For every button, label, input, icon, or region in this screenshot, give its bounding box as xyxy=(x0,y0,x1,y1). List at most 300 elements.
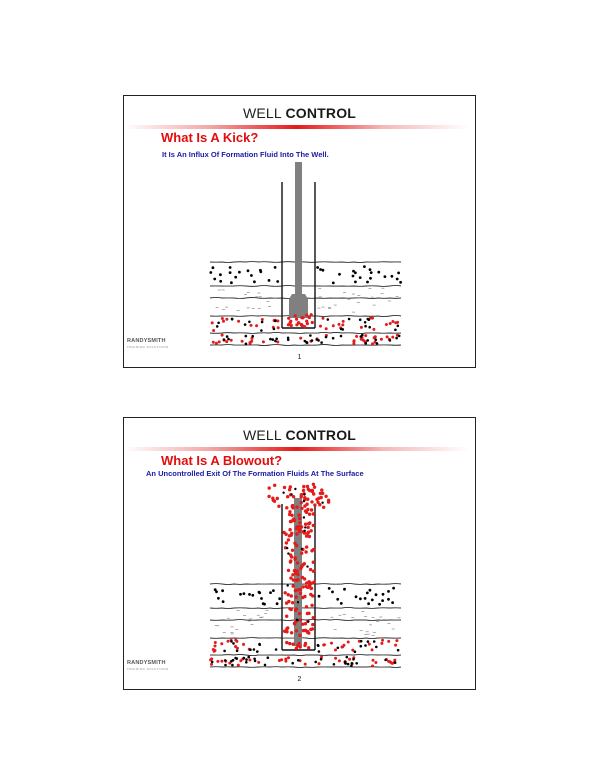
blowout-fluid-dot xyxy=(299,592,302,595)
kick-influx-dot xyxy=(294,314,297,317)
rock-grain xyxy=(347,663,350,666)
blowout-fluid-dot xyxy=(294,595,297,598)
blowout-fluid-dot xyxy=(288,607,291,610)
rock-grain xyxy=(243,657,246,660)
blowout-fluid-dot xyxy=(310,529,313,532)
blowout-fluid-dot xyxy=(285,641,288,644)
blowout-plume-dot xyxy=(267,495,270,498)
formation-fluid-dot xyxy=(395,639,398,642)
rock-grain xyxy=(318,595,321,598)
drill-collar xyxy=(289,294,308,318)
blowout-fluid-dot xyxy=(300,552,303,555)
rock-grain xyxy=(338,273,341,276)
formation-fluid-dot xyxy=(241,340,244,343)
rock-grain xyxy=(229,266,232,269)
rock-grain xyxy=(322,269,325,272)
formation-fluid-dot xyxy=(242,643,245,646)
rock-grain xyxy=(384,275,387,278)
formation-fluid-dot xyxy=(371,342,374,345)
blowout-plume-dot xyxy=(291,504,294,507)
header-bold: CONTROL xyxy=(285,427,357,443)
rock-grain xyxy=(276,602,279,605)
blowout-plume-dot xyxy=(283,486,286,489)
formation-fluid-dot xyxy=(372,328,375,331)
rock-grain xyxy=(274,340,277,343)
rock-grain xyxy=(392,587,395,590)
blowout-fluid-dot xyxy=(290,555,293,558)
formation-fluid-dot xyxy=(221,334,224,337)
page-number: 1 xyxy=(297,354,302,361)
rock-grain xyxy=(212,266,215,269)
rock-grain xyxy=(267,656,270,659)
blowout-fluid-dot xyxy=(310,604,313,607)
formation-fluid-dot xyxy=(237,320,240,323)
rock-grain xyxy=(359,597,362,600)
formation-fluid-dot xyxy=(372,659,375,662)
blowout-fluid-dot xyxy=(291,549,294,552)
rock-grain xyxy=(232,659,235,662)
blowout-fluid-dot xyxy=(296,569,299,572)
rock-grain xyxy=(355,595,358,598)
formation-fluid-dot xyxy=(222,320,225,323)
rock-grain xyxy=(375,646,378,649)
formation-fluid-dot xyxy=(371,648,374,651)
blowout-fluid-dot xyxy=(284,591,287,594)
rock-grain xyxy=(359,276,362,279)
blowout-fluid-dot xyxy=(295,527,298,530)
blowout-fluid-dot xyxy=(295,579,298,582)
rock-grain xyxy=(369,589,372,592)
rock-grain xyxy=(336,598,339,601)
formation-fluid-dot xyxy=(396,321,399,324)
logo-main-text: RANDYSMITH xyxy=(127,338,166,344)
formation-fluid-dot xyxy=(216,660,219,663)
rock-grain xyxy=(243,592,246,595)
kick-influx-dot xyxy=(305,314,308,317)
rock-grain xyxy=(211,661,214,664)
rock-grain xyxy=(350,664,353,667)
rock-grain xyxy=(230,640,233,643)
formation-fluid-dot xyxy=(250,324,253,327)
kick-diagram xyxy=(124,96,476,368)
formation-fluid-dot xyxy=(210,657,213,660)
blowout-plume-dot xyxy=(306,508,309,511)
rock-grain xyxy=(397,272,400,275)
blowout-fluid-dot xyxy=(287,600,290,603)
blowout-plume-dot xyxy=(306,498,309,501)
rock-grain xyxy=(231,664,234,667)
blowout-fluid-dot xyxy=(309,593,312,596)
blowout-plume-dot xyxy=(302,489,305,492)
blowout-fluid-dot xyxy=(309,568,312,571)
blowout-fluid-dot xyxy=(307,526,310,529)
formation-fluid-dot xyxy=(330,642,333,645)
rock-grain xyxy=(275,648,278,651)
formation-fluid-dot xyxy=(230,339,233,342)
rock-grain xyxy=(354,650,357,653)
formation-fluid-dot xyxy=(299,337,302,340)
rock-grain xyxy=(239,593,242,596)
formation-fluid-dot xyxy=(227,640,230,643)
rock-grain xyxy=(327,318,330,321)
formation-fluid-dot xyxy=(347,641,350,644)
formation-fluid-dot xyxy=(355,335,358,338)
formation-fluid-dot xyxy=(341,645,344,648)
blowout-fluid-dot xyxy=(296,588,299,591)
rock-grain xyxy=(272,338,275,341)
blowout-plume-dot xyxy=(276,497,279,500)
rock-grain xyxy=(223,338,226,341)
formation-fluid-dot xyxy=(220,660,223,663)
blowout-plume-dot xyxy=(312,483,315,486)
blowout-fluid-dot xyxy=(290,532,293,535)
kick-influx-dot xyxy=(290,324,293,327)
blowout-fluid-dot xyxy=(296,561,299,564)
rock-grain xyxy=(247,656,250,659)
blowout-fluid-dot xyxy=(308,513,311,516)
rock-grain xyxy=(275,338,278,341)
rock-grain xyxy=(315,338,318,341)
formation-fluid-dot xyxy=(389,322,392,325)
rock-grain xyxy=(371,599,374,602)
rock-grain xyxy=(282,492,284,494)
rock-grain xyxy=(260,329,263,332)
rock-grain xyxy=(217,597,220,600)
rock-grain xyxy=(223,650,226,653)
blowout-fluid-dot xyxy=(312,561,315,564)
blowout-plume-dot xyxy=(310,508,313,511)
blowout-plume-dot xyxy=(327,500,330,503)
rock-grain xyxy=(333,663,336,666)
formation-fluid-dot xyxy=(250,340,253,343)
kick-influx-dot xyxy=(306,322,309,325)
rock-grain xyxy=(387,590,390,593)
blowout-fluid-dot xyxy=(310,582,313,585)
rock-grain xyxy=(352,275,355,278)
blowout-fluid-dot xyxy=(303,562,306,565)
rock-grain xyxy=(263,603,266,606)
rock-grain xyxy=(294,488,296,490)
blowout-fluid-dot xyxy=(287,569,290,572)
rock-grain xyxy=(320,341,323,344)
formation-fluid-dot xyxy=(386,335,389,338)
rock-grain xyxy=(301,548,303,550)
strata-boundary-line xyxy=(210,285,401,286)
rock-grain xyxy=(216,325,219,328)
formation-fluid-dot xyxy=(319,325,322,328)
rock-grain xyxy=(245,661,248,664)
kick-influx-dot xyxy=(297,321,300,324)
rock-grain xyxy=(304,530,306,532)
rock-grain xyxy=(311,339,314,342)
blowout-fluid-dot xyxy=(302,585,305,588)
rock-grain xyxy=(304,526,306,528)
formation-fluid-dot xyxy=(215,342,218,345)
rock-grain xyxy=(234,657,237,660)
formation-fluid-dot xyxy=(394,644,397,647)
rock-grain xyxy=(332,282,335,285)
rock-grain xyxy=(259,270,262,273)
blowout-fluid-dot xyxy=(290,519,293,522)
formation-fluid-dot xyxy=(236,647,239,650)
rock-grain xyxy=(364,342,367,345)
formation-fluid-dot xyxy=(393,659,396,662)
blowout-plume-dot xyxy=(306,485,309,488)
blowout-fluid-dot xyxy=(304,523,307,526)
rock-grain xyxy=(286,547,288,549)
rock-grain xyxy=(375,593,378,596)
rock-grain xyxy=(297,659,300,662)
formation-fluid-dot xyxy=(221,317,224,320)
rock-grain xyxy=(325,336,328,339)
rock-grain xyxy=(249,648,252,651)
rock-grain xyxy=(332,337,335,340)
rock-grain xyxy=(360,645,363,648)
blowout-fluid-dot xyxy=(312,524,315,527)
formation-fluid-dot xyxy=(276,341,279,344)
blowout-plume-dot xyxy=(324,495,327,498)
rock-grain xyxy=(319,268,322,271)
blowout-fluid-dot xyxy=(308,521,311,524)
rock-grain xyxy=(219,280,222,283)
formation-fluid-dot xyxy=(237,664,240,667)
formation-fluid-dot xyxy=(348,658,351,661)
formation-fluid-dot xyxy=(368,643,371,646)
blowout-fluid-dot xyxy=(295,647,298,650)
rock-grain xyxy=(272,589,275,592)
rock-grain xyxy=(227,338,230,341)
blowout-fluid-dot xyxy=(309,628,312,631)
rock-grain xyxy=(276,280,279,283)
blowout-fluid-dot xyxy=(288,528,291,531)
rock-grain xyxy=(340,335,343,338)
blowout-plume-dot xyxy=(302,485,305,488)
blowout-plume-dot xyxy=(315,498,318,501)
rock-grain xyxy=(253,648,256,651)
blowout-fluid-dot xyxy=(287,593,290,596)
rock-grain xyxy=(247,269,250,272)
formation-fluid-dot xyxy=(325,327,328,330)
rock-grain xyxy=(340,328,343,331)
kick-influx-dot xyxy=(289,321,292,324)
blowout-fluid-dot xyxy=(304,550,307,553)
rock-grain xyxy=(395,337,398,340)
formation-fluid-dot xyxy=(214,641,217,644)
blowout-fluid-dot xyxy=(312,512,315,515)
blowout-fluid-dot xyxy=(295,532,298,535)
blowout-plume-dot xyxy=(313,486,316,489)
rock-grain xyxy=(364,644,367,647)
blowout-fluid-dot xyxy=(295,629,298,632)
blowout-fluid-dot xyxy=(285,615,288,618)
rock-grain xyxy=(250,274,253,277)
blowout-fluid-dot xyxy=(285,627,288,630)
rock-grain xyxy=(306,341,309,344)
formation-fluid-dot xyxy=(257,661,260,664)
slide-kick xyxy=(123,95,476,368)
rock-grain xyxy=(287,552,289,554)
blowout-plume-dot xyxy=(295,505,298,508)
formation-fluid-dot xyxy=(212,329,215,332)
blowout-plume-dot xyxy=(277,505,280,508)
blowout-fluid-dot xyxy=(311,623,314,626)
rock-grain xyxy=(346,656,349,659)
formation-fluid-dot xyxy=(276,320,279,323)
rock-grain xyxy=(287,337,290,340)
blowout-fluid-dot xyxy=(289,560,292,563)
rock-grain xyxy=(321,502,323,504)
blowout-plume-dot xyxy=(286,495,289,498)
blowout-fluid-dot xyxy=(298,612,301,615)
rock-grain xyxy=(378,603,381,606)
rock-grain xyxy=(268,279,271,282)
rock-grain xyxy=(391,601,394,604)
rock-grain xyxy=(377,271,380,274)
rock-grain xyxy=(253,280,256,283)
strata-boundary-line xyxy=(210,262,401,263)
blowout-fluid-dot xyxy=(306,586,309,589)
formation-fluid-dot xyxy=(334,649,337,652)
formation-fluid-dot xyxy=(225,340,228,343)
strata-boundary-line xyxy=(210,654,401,655)
rock-grain xyxy=(363,265,366,268)
blowout-fluid-dot xyxy=(292,578,295,581)
formation-fluid-dot xyxy=(210,663,213,666)
rock-grain xyxy=(260,597,263,600)
logo-sub-text: TRAINING SOLUTIONS xyxy=(127,667,169,671)
rock-grain xyxy=(355,662,358,665)
rock-grain xyxy=(248,321,251,324)
rock-grain xyxy=(354,271,357,274)
blowout-plume-dot xyxy=(318,503,321,506)
blowout-plume-dot xyxy=(320,496,323,499)
formation-fluid-dot xyxy=(225,318,228,321)
blowout-plume-dot xyxy=(322,506,325,509)
blowout-fluid-dot xyxy=(290,594,293,597)
header-prefix: WELL xyxy=(242,105,282,121)
blowout-fluid-dot xyxy=(293,558,296,561)
blowout-fluid-dot xyxy=(292,643,295,646)
rock-grain xyxy=(303,500,305,502)
rock-grain xyxy=(318,650,321,653)
formation-fluid-dot xyxy=(371,317,374,320)
rock-grain xyxy=(274,320,277,323)
slide-subtitle: It Is An Influx Of Formation Fluid Into The Well. xyxy=(162,150,329,159)
blowout-fluid-dot xyxy=(310,549,313,552)
blowout-plume-dot xyxy=(303,496,306,499)
rock-grain xyxy=(269,338,272,341)
blowout-fluid-dot xyxy=(303,577,306,580)
kick-influx-dot xyxy=(287,317,290,320)
rock-grain xyxy=(303,493,305,495)
rock-grain xyxy=(245,335,248,338)
blowout-fluid-dot xyxy=(297,513,300,516)
rock-grain xyxy=(248,593,251,596)
blowout-fluid-dot xyxy=(293,542,296,545)
rock-grain xyxy=(287,584,289,586)
blowout-fluid-dot xyxy=(293,569,296,572)
formation-fluid-dot xyxy=(374,661,377,664)
company-logo xyxy=(127,338,169,349)
blowout-fluid-dot xyxy=(296,573,299,576)
blowout-plume-dot xyxy=(300,507,303,510)
blowout-plume-dot xyxy=(268,486,271,489)
rock-grain xyxy=(359,318,362,321)
blowout-plume-dot xyxy=(300,501,303,504)
rock-grain xyxy=(296,619,298,621)
rock-grain xyxy=(396,278,399,281)
rock-grain xyxy=(376,342,379,345)
rock-grain xyxy=(314,661,317,664)
formation-fluid-dot xyxy=(284,660,287,663)
rock-grain xyxy=(213,278,216,281)
kick-influx-dot xyxy=(308,316,311,319)
formation-fluid-dot xyxy=(218,340,221,343)
formation-fluid-dot xyxy=(391,336,394,339)
rock-grain xyxy=(214,588,217,591)
blowout-plume-dot xyxy=(310,500,313,503)
formation-fluid-dot xyxy=(380,642,383,645)
kick-influx-dot xyxy=(295,318,298,321)
rock-grain xyxy=(384,659,387,662)
formation-fluid-dot xyxy=(334,657,337,660)
slide-title: What Is A Kick? xyxy=(161,130,259,145)
blowout-fluid-dot xyxy=(300,565,303,568)
rock-grain xyxy=(391,275,394,278)
logo-sub-text: TRAINING SOLUTIONS xyxy=(127,345,169,349)
formation-fluid-dot xyxy=(234,639,237,642)
formation-fluid-dot xyxy=(322,317,325,320)
rock-grain xyxy=(399,281,402,284)
blowout-plume-dot xyxy=(320,488,323,491)
kick-influx-dot xyxy=(310,313,313,316)
blowout-fluid-dot xyxy=(299,618,302,621)
blowout-fluid-dot xyxy=(305,605,308,608)
strata-boundary-line xyxy=(210,638,401,639)
formation-fluid-dot xyxy=(261,318,264,321)
formation-fluid-dot xyxy=(255,324,258,327)
formation-fluid-dot xyxy=(239,659,242,662)
formation-fluid-dot xyxy=(374,335,377,338)
formation-fluid-dot xyxy=(318,662,321,665)
rock-grain xyxy=(382,593,385,596)
blowout-fluid-dot xyxy=(312,570,315,573)
formation-fluid-dot xyxy=(338,659,341,662)
rock-grain xyxy=(230,281,233,284)
blowout-fluid-dot xyxy=(299,645,302,648)
rock-grain xyxy=(366,592,369,595)
rock-grain xyxy=(291,662,294,665)
formation-fluid-dot xyxy=(364,334,367,337)
blowout-fluid-dot xyxy=(298,528,301,531)
rock-grain xyxy=(373,640,376,643)
rock-grain xyxy=(351,662,354,665)
rock-grain xyxy=(369,268,372,271)
rock-grain xyxy=(229,271,232,274)
formation-fluid-dot xyxy=(385,323,388,326)
rock-grain xyxy=(258,591,261,594)
formation-fluid-dot xyxy=(211,321,214,324)
rock-grain xyxy=(238,271,241,274)
blowout-plume-dot xyxy=(285,506,288,509)
formation-fluid-dot xyxy=(380,338,383,341)
rock-grain xyxy=(251,335,254,338)
rock-grain xyxy=(370,271,373,274)
drill-pipe xyxy=(295,162,302,294)
header-prefix: WELL xyxy=(242,427,282,443)
rock-grain xyxy=(398,335,401,338)
blowout-fluid-dot xyxy=(291,573,294,576)
